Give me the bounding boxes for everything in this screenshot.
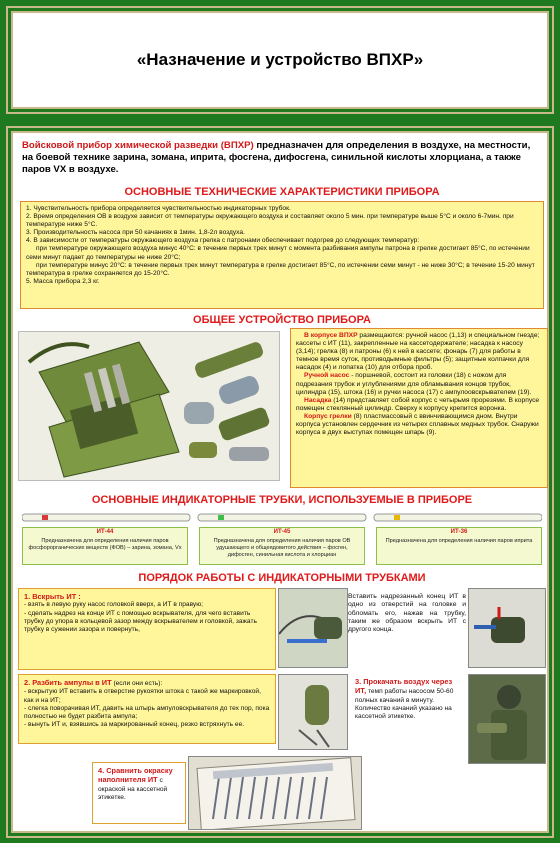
tube-desc: Предназначена для определения наличия паров фосфорорганических веществ (ФОВ) – зарина, зомана, Vx	[28, 538, 182, 551]
step-1-photo-b	[468, 588, 546, 668]
device-p3-text: (14) представляет собой корпус с четырьмя прорезями. В корпусе помещен стеклянный цилиндр. Сверху к корпусу крепится воронка.	[296, 396, 540, 412]
cassette-label-image	[189, 757, 362, 830]
spec-line: 5. Масса прибора 2,3 кг.	[26, 277, 100, 285]
device-heading: ОБЩЕЕ УСТРОЙСТВО ПРИБОРА	[193, 314, 371, 326]
soldier-pumping-image	[469, 675, 546, 764]
device-p3-label: Насадка	[304, 396, 332, 404]
step-4	[92, 762, 186, 824]
tube-card-it44	[22, 527, 188, 565]
main-frame	[6, 126, 554, 838]
device-illustration	[18, 331, 280, 481]
step-4-text: с окраской на кассетной этикетке.	[98, 777, 168, 801]
step-1-title: 1. Вскрыть ИТ :	[24, 592, 81, 601]
step-2-line: - слегка поворачивая ИТ, давить на штырь ампуловскрывателя до тех пор, пока полностью не будет разбита ампула;	[24, 704, 270, 721]
step-1-photo-a	[278, 588, 348, 668]
step-1	[18, 588, 276, 670]
step-2-photo	[278, 674, 348, 750]
step-3-photo	[468, 674, 546, 764]
tube-code: ИТ-44	[96, 529, 114, 535]
intro-lead: Войсковой прибор химической разведки (ВПХР)	[22, 140, 254, 151]
tube-desc: Предназначена для определения наличия паров ОВ удушающего и общеядовитого действия – фосген, дифосген, синильная кислота и хлорциан	[213, 538, 351, 558]
tube-card-it45	[199, 527, 365, 565]
spec-line: 4. В зависимости от температуры окружающего воздуха грелка с патронами обеспечивает подогрев до следующих температур:	[26, 237, 420, 245]
device-p4-text: (8) пластмассовый с ввинчивающимся дном. Внутри корпуса установлен сердечник из четырех сплавных медных трубок. Снаружи корпуса в двух выступах помещен шпарь (9).	[296, 412, 539, 437]
spec-line: 3. Производительность насоса при 50 качаниях в 1мин. 1,8-2л воздуха.	[26, 229, 245, 237]
step-3-title: 3. Прокачать воздух через ИТ,	[355, 677, 453, 696]
device-p2-text: - поршневой, состоит из головки (18) с ножом для подрезания трубок и углублениями для обламывания концов трубок, цилиндра (15), штока (16) и ручки насоса (17) с ампулоовскрывателем (19).	[296, 372, 532, 396]
specs-heading: ОСНОВНЫЕ ТЕХНИЧЕСКИЕ ХАРАКТЕРИСТИКИ ПРИБОРА	[124, 186, 440, 198]
intro-paragraph	[22, 140, 542, 176]
tube-code: ИТ-45	[273, 529, 291, 535]
device-p1-label: В корпусе ВПХР	[304, 332, 358, 339]
step-1-line: - взять в левую руку насос головкой вверх, а ИТ в правую;	[24, 601, 204, 609]
device-p4-label: Корпус грелки	[304, 412, 352, 420]
ampoule-breaking-image	[279, 675, 348, 750]
tube-desc: Предназначена для определения наличия паров иприта	[385, 538, 533, 544]
step-3	[350, 674, 466, 750]
tube-code: ИТ-36	[450, 529, 468, 535]
step-2-line: - вынуть ИТ и, взявшись за маркированный конец, резко встряхнуть ее.	[24, 721, 245, 729]
device-p1-text: размещаются: ручной насос (1,13) и специальном гнезде; кассеты с ИТ (11), закрепленные на кассетодержателе; насадка к насосу (3,14); грелка (8) и патроны (6) к ней в кассете; фонарь (7) для работы в темное время суток, противодымные фильтры (5); защитные колпачки для насадок (4) и лопатка (10) для отбора проб.	[296, 332, 540, 372]
title-frame	[6, 6, 554, 114]
order-heading: ПОРЯДОК РАБОТЫ С ИНДИКАТОРНЫМИ ТРУБКАМИ	[138, 572, 426, 584]
step-2-note: (если они есть):	[111, 680, 163, 687]
step-2-title: 2. Разбить ампулы в ИТ	[24, 678, 112, 687]
step-1-continued: Вставить надрезанный конец ИТ в одно из отверстий на головке и обломать его, нажав на трубку, таким же образом вскрыть ИТ с другого конца.	[348, 593, 466, 667]
pump-breaking-image	[469, 589, 546, 668]
step-3-text: темп работы насосом 50-60 полных качаний в минуту. Количество качаний указано на кассетной этикетке.	[355, 688, 454, 721]
page-title: «Назначение и устройство ВПХР»	[136, 50, 424, 69]
tubes-heading: ОСНОВНЫЕ ИНДИКАТОРНЫЕ ТРУБКИ, ИСПОЛЬЗУЕМЫЕ В ПРИБОРЕ	[91, 494, 473, 506]
device-p2-label: Ручной насос	[304, 372, 350, 380]
pump-cutting-image	[279, 589, 348, 668]
spec-line: 2. Время определения ОВ в воздухе зависит от температуры окружающего воздуха и составляет около 5 мин. при температуре выше 5°С и около 6-7мин. при температуре ниже 5°С.	[26, 213, 514, 229]
tubes-strip	[22, 512, 542, 524]
tube-card-it36	[376, 527, 542, 565]
specs-box	[20, 201, 544, 309]
step-2	[18, 674, 276, 744]
step-4-title: 4. Сравнить окраску наполнителя ИТ	[98, 766, 173, 785]
spec-line: 1. Чувствительность прибора определяется чувствительностью индикаторных трубок.	[26, 205, 291, 212]
spec-line: при температуре окружающего воздуха минус 40°С: в течение первых трех минут с момента разбивания ампулы патрона в грелке достигает 85°С, по истечении семи минут падает до температуры не ниже 20°С;	[26, 245, 530, 261]
device-description	[290, 328, 548, 488]
step-1-line: - сделать надрез на конце ИТ с помощью вскрывателя, для чего вставить трубку до упора в кольцевой зазор между вскрывателем и головкой, зажать трубку в сужении зазора и повернуть,	[24, 609, 257, 634]
spec-line: при температуре минус 20°С: в течение первых трех минут температура в грелке достигает 85°С, по истечении семи минут - не ниже 30°С; в течение 15-20 минут температура в грелке сохраняется до 15-20°С.	[26, 261, 535, 277]
step-2-line: - вскрытую ИТ вставить в отверстие рукоятки штока с такой же маркировкой, как и на ИТ;	[24, 688, 261, 704]
device-kit-image	[19, 332, 280, 481]
step-4-photo	[188, 756, 362, 830]
intro-rest: предназначен для определения в воздухе, на местности, на боевой технике зарина, зомана, иприта, фосгена, дифосгена, синильной кислоты хлорциана, а также паров VX в воздухе.	[22, 140, 531, 175]
